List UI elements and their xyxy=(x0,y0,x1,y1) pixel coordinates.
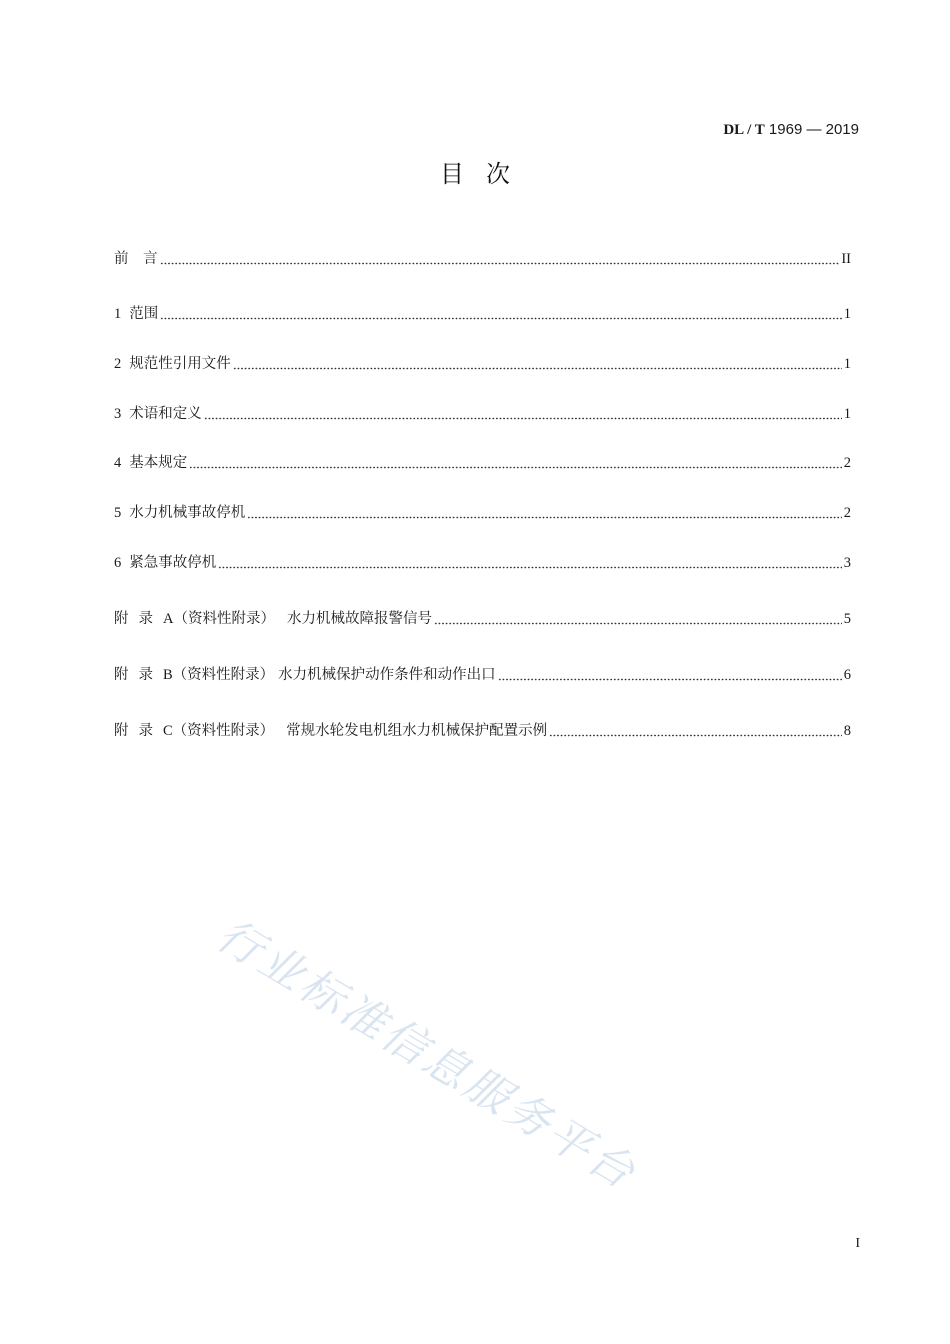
toc-label-group xyxy=(114,552,216,574)
dot-leader xyxy=(233,356,842,370)
toc-page-number: 3 xyxy=(843,555,851,571)
toc-page-number: 1 xyxy=(843,356,851,372)
section-number: 1 xyxy=(114,306,122,322)
toc-row-appendix-c[interactable] xyxy=(114,720,851,742)
toc-label: 紧急事故停机 xyxy=(129,555,217,571)
toc-label-group xyxy=(114,720,547,742)
appendix-type: （资料性附录） xyxy=(172,667,275,683)
dot-leader xyxy=(498,667,842,681)
toc-page-number: 2 xyxy=(843,455,851,471)
toc-row-appendix-b[interactable] xyxy=(114,664,851,686)
section-number: 3 xyxy=(114,406,122,422)
toc-row-3[interactable] xyxy=(114,403,851,425)
appendix-type: （资料性附录） xyxy=(172,723,275,739)
toc-page-number: II xyxy=(841,251,851,267)
toc-page-number: 5 xyxy=(843,611,851,627)
section-number: 2 xyxy=(114,356,122,372)
dot-leader xyxy=(189,455,842,469)
toc-label: 规范性引用文件 xyxy=(129,356,231,372)
page-number: I xyxy=(855,1236,860,1251)
toc-label-group xyxy=(114,664,496,686)
standard-code-number: 1969 — 2019 xyxy=(764,121,859,138)
appendix-title: 常规水轮发电机组水力机械保护配置示例 xyxy=(286,723,548,739)
dot-leader xyxy=(247,505,842,519)
dot-leader xyxy=(160,251,840,265)
standard-code-prefix: DL / T xyxy=(723,122,765,138)
appendix-letter: B xyxy=(163,667,173,683)
toc-page-number: 1 xyxy=(843,306,851,322)
dot-leader xyxy=(160,306,842,320)
section-number: 4 xyxy=(114,455,122,471)
toc-label: 范围 xyxy=(129,306,159,322)
toc-label-group xyxy=(114,502,245,524)
dot-leader xyxy=(549,723,842,737)
appendix-title: 水力机械保护动作条件和动作出口 xyxy=(278,667,496,683)
appendix-title: 水力机械故障报警信号 xyxy=(286,611,432,627)
toc-label: 术语和定义 xyxy=(129,406,202,422)
toc-row-appendix-a[interactable] xyxy=(114,608,851,630)
appendix-prefix: 附录 xyxy=(114,723,163,739)
toc-row-2[interactable] xyxy=(114,353,851,375)
toc-label-group xyxy=(114,452,187,474)
toc-row-6[interactable] xyxy=(114,552,851,574)
toc-row-1[interactable] xyxy=(114,303,851,325)
toc-page-number: 1 xyxy=(843,406,851,422)
appendix-prefix: 附录 xyxy=(114,667,163,683)
page-title: 目次 xyxy=(440,160,532,188)
toc-label-group xyxy=(114,353,231,375)
appendix-letter: C xyxy=(163,723,173,739)
dot-leader xyxy=(218,555,842,569)
toc-row-5[interactable] xyxy=(114,502,851,524)
toc-page-number: 6 xyxy=(843,667,851,683)
toc-label-group xyxy=(114,303,158,325)
appendix-letter: A xyxy=(163,611,174,627)
dot-leader xyxy=(204,406,842,420)
appendix-prefix: 附录 xyxy=(114,611,163,627)
standard-code xyxy=(723,121,859,139)
section-number: 6 xyxy=(114,555,122,571)
toc-page-number: 8 xyxy=(843,723,851,739)
toc-label: 基本规定 xyxy=(129,455,188,471)
section-number: 5 xyxy=(114,505,122,521)
toc-label-group xyxy=(114,608,432,630)
toc-label: 前 言 xyxy=(114,251,158,267)
toc-label: 水力机械事故停机 xyxy=(129,505,246,521)
toc-label-group xyxy=(114,403,202,425)
toc-page-number: 2 xyxy=(843,505,851,521)
appendix-type: （资料性附录） xyxy=(173,611,275,627)
dot-leader xyxy=(434,611,842,625)
toc-row-4[interactable] xyxy=(114,452,851,474)
watermark: 行业标准信息服务平台 xyxy=(208,909,646,1201)
toc-row-foreword[interactable] xyxy=(114,248,851,270)
